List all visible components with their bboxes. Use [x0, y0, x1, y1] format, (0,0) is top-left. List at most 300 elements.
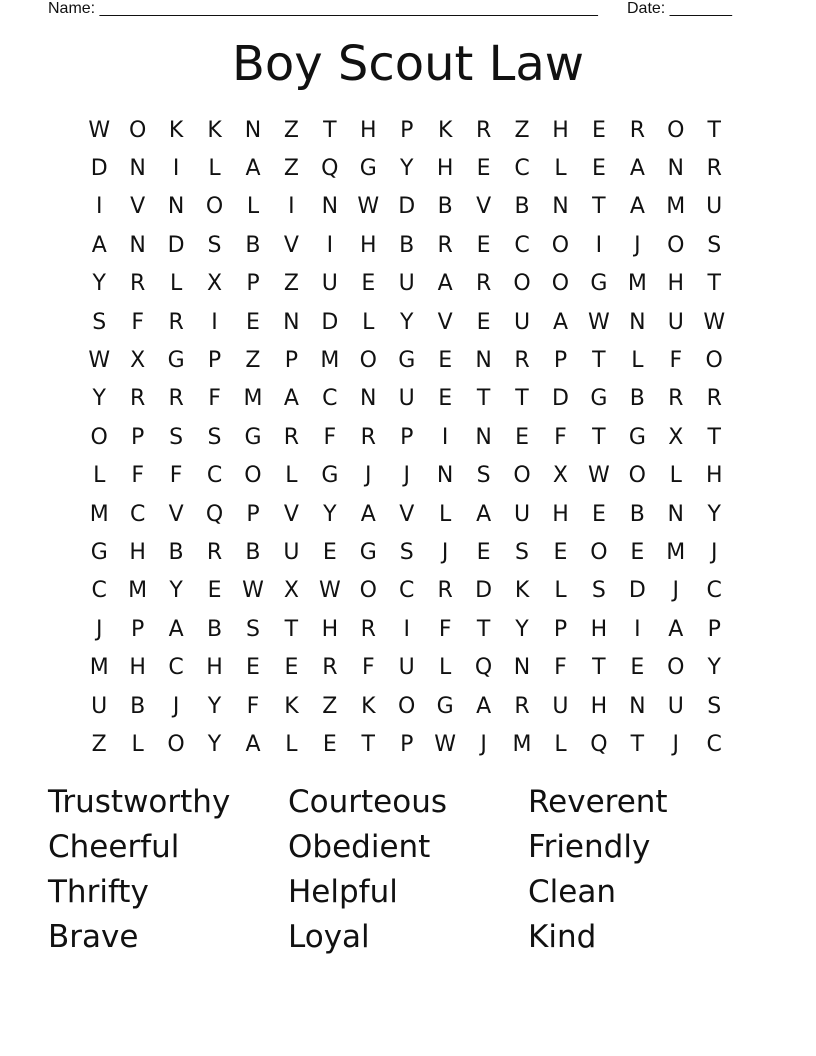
grid-letter: Q	[474, 655, 493, 681]
grid-letter: G	[436, 693, 454, 719]
grid-letter: M	[128, 578, 148, 604]
grid-letter: I	[172, 156, 180, 182]
grid-letter: F	[169, 463, 183, 489]
grid-letter: G	[590, 271, 608, 297]
grid-letter: B	[245, 539, 261, 565]
grid-letter: L	[285, 463, 298, 489]
grid-letter: E	[630, 539, 645, 565]
grid-letter: H	[552, 117, 569, 143]
grid-letter: T	[592, 194, 606, 220]
grid-letter: Y	[707, 655, 721, 681]
grid-letter: L	[554, 731, 567, 757]
grid-letter: U	[283, 539, 300, 565]
grid-letter: U	[667, 309, 684, 335]
grid-letter: E	[476, 309, 491, 335]
grid-letter: G	[359, 156, 377, 182]
grid-letter: H	[360, 232, 377, 258]
grid-letter: P	[207, 348, 222, 374]
grid-letter: K	[437, 117, 453, 143]
grid-letter: B	[130, 693, 146, 719]
grid-letter: G	[628, 424, 646, 450]
grid-letter: A	[245, 156, 261, 182]
grid-letter: I	[326, 232, 334, 258]
grid-letter: D	[167, 232, 185, 258]
grid-letter: R	[360, 616, 376, 642]
grid-letter: A	[245, 731, 261, 757]
grid-letter: S	[707, 232, 722, 258]
word-bank-item: Trustworthy	[48, 784, 231, 820]
grid-letter: E	[322, 539, 337, 565]
grid-letter: C	[168, 655, 184, 681]
grid-letter: K	[207, 117, 222, 143]
grid-letter: R	[206, 539, 223, 565]
grid-letter: E	[476, 539, 491, 565]
grid-letter: E	[361, 271, 376, 297]
grid-letter: D	[551, 386, 569, 412]
grid-letter: R	[168, 309, 184, 335]
grid-letter: Y	[92, 271, 106, 297]
grid-letter: D	[321, 309, 339, 335]
grid-letter: A	[437, 271, 453, 297]
grid-letter: R	[514, 693, 530, 719]
grid-letter: H	[129, 539, 146, 565]
grid-letter: U	[552, 693, 569, 719]
grid-letter: U	[398, 655, 415, 681]
grid-letter: T	[592, 655, 606, 681]
grid-letter: B	[245, 232, 261, 258]
grid-letter: J	[710, 539, 718, 565]
grid-letter: X	[206, 271, 223, 297]
grid-letter: J	[634, 232, 641, 258]
grid-letter: C	[514, 156, 530, 182]
grid-letter: B	[629, 386, 645, 412]
grid-letter: E	[322, 731, 337, 757]
grid-letter: L	[554, 156, 567, 182]
grid-letter: Z	[245, 348, 261, 374]
grid-letter: N	[475, 348, 492, 374]
grid-letter: R	[437, 578, 453, 604]
grid-letter: R	[629, 117, 645, 143]
grid-letter: P	[284, 348, 299, 374]
grid-letter: N	[321, 194, 339, 220]
grid-letter: L	[285, 731, 298, 757]
grid-letter: V	[168, 501, 184, 527]
grid-letter: E	[591, 501, 606, 527]
grid-letter: S	[169, 424, 184, 450]
grid-letter: X	[283, 578, 299, 604]
grid-letter: K	[284, 693, 299, 719]
grid-letter: E	[591, 156, 606, 182]
grid-letter: H	[360, 117, 377, 143]
grid-letter: Y	[707, 501, 721, 527]
grid-letter: F	[669, 348, 683, 374]
grid-letter: S	[399, 539, 414, 565]
grid-letter: K	[361, 693, 376, 719]
grid-letter: F	[438, 616, 452, 642]
grid-letter: Q	[321, 156, 339, 182]
grid-letter: O	[244, 463, 262, 489]
grid-letter: P	[400, 424, 414, 450]
grid-letter: I	[211, 309, 218, 335]
worksheet-header	[48, 0, 748, 20]
grid-letter: W	[357, 194, 380, 220]
grid-letter: F	[131, 309, 144, 335]
grid-letter: R	[360, 424, 376, 450]
grid-letter: M	[627, 271, 647, 297]
grid-letter: J	[441, 539, 449, 565]
grid-letter: B	[168, 539, 184, 565]
grid-letter: F	[246, 693, 260, 719]
grid-letter: E	[284, 655, 299, 681]
grid-letter: U	[398, 386, 415, 412]
grid-letter: T	[707, 117, 721, 143]
grid-letter: H	[436, 156, 454, 182]
grid-letter: L	[246, 194, 260, 220]
grid-letter: R	[130, 386, 146, 412]
grid-letter: E	[438, 386, 453, 412]
grid-letter: H	[129, 655, 146, 681]
grid-letter: T	[592, 424, 606, 450]
grid-letter: P	[131, 616, 145, 642]
grid-letter: R	[475, 117, 492, 143]
grid-letter: C	[322, 386, 338, 412]
grid-letter: E	[476, 232, 491, 258]
grid-letter: N	[283, 309, 300, 335]
grid-letter: R	[322, 655, 338, 681]
word-bank-item: Cheerful	[48, 829, 180, 865]
grid-letter: B	[437, 194, 453, 220]
grid-letter: P	[400, 731, 414, 757]
grid-letter: J	[672, 731, 680, 757]
grid-letter: Y	[207, 731, 222, 757]
grid-letter: N	[244, 117, 262, 143]
date-field: Date: _______	[627, 0, 732, 17]
grid-letter: I	[95, 194, 103, 220]
name-field: Name: ________________________________________________________	[48, 0, 598, 17]
grid-letter: X	[130, 348, 146, 374]
grid-letter: E	[246, 655, 260, 681]
grid-letter: G	[244, 424, 262, 450]
grid-letter: C	[514, 232, 530, 258]
grid-letter: W	[242, 578, 264, 604]
grid-letter: T	[361, 731, 375, 757]
grid-letter: X	[552, 463, 568, 489]
grid-letter: E	[553, 539, 568, 565]
grid-letter: N	[552, 194, 569, 220]
word-bank-item: Friendly	[528, 829, 651, 865]
grid-letter: T	[707, 424, 721, 450]
word-bank-item: Clean	[528, 874, 616, 910]
grid-letter: Z	[322, 693, 338, 719]
grid-letter: R	[706, 156, 722, 182]
grid-letter: A	[476, 693, 492, 719]
grid-letter: R	[514, 348, 530, 374]
grid-letter: F	[131, 463, 144, 489]
grid-letter: K	[168, 117, 184, 143]
grid-letter: M	[243, 386, 263, 412]
grid-letter: O	[628, 463, 646, 489]
grid-letter: E	[246, 309, 260, 335]
grid-letter: B	[629, 501, 645, 527]
grid-letter: A	[476, 501, 492, 527]
grid-letter: M	[89, 655, 109, 681]
grid-letter: B	[514, 194, 530, 220]
grid-letter: C	[706, 731, 722, 757]
grid-letter: R	[706, 386, 722, 412]
grid-letter: O	[513, 463, 531, 489]
grid-letter: R	[283, 424, 300, 450]
grid-letter: Q	[205, 501, 224, 527]
grid-letter: D	[90, 156, 108, 182]
grid-letter: Y	[399, 309, 414, 335]
grid-letter: P	[707, 616, 721, 642]
grid-letter: N	[629, 693, 646, 719]
grid-letter: E	[630, 655, 645, 681]
grid-letter: S	[207, 424, 222, 450]
grid-letter: W	[318, 578, 341, 604]
grid-letter: A	[283, 386, 299, 412]
grid-letter: T	[476, 386, 491, 412]
grid-letter: Y	[323, 501, 337, 527]
grid-letter: O	[590, 539, 608, 565]
grid-letter: D	[475, 578, 493, 604]
grid-letter: J	[480, 731, 487, 757]
grid-letter: J	[365, 463, 372, 489]
grid-letter: A	[668, 616, 684, 642]
grid-letter: G	[359, 539, 377, 565]
grid-letter: L	[439, 655, 452, 681]
grid-letter: K	[514, 578, 530, 604]
grid-letter: G	[590, 386, 608, 412]
grid-letter: U	[321, 271, 338, 297]
grid-letter: X	[668, 424, 684, 450]
grid-letter: L	[669, 463, 682, 489]
grid-letter: Y	[515, 616, 529, 642]
grid-letter: H	[705, 463, 723, 489]
grid-letter: W	[588, 463, 610, 489]
grid-letter: O	[551, 232, 570, 258]
grid-letter: T	[515, 386, 529, 412]
word-bank-item: Brave	[48, 919, 139, 955]
grid-letter: V	[399, 501, 415, 527]
grid-letter: Y	[207, 693, 222, 719]
grid-letter: A	[360, 501, 376, 527]
grid-letter: J	[672, 578, 680, 604]
grid-letter: T	[323, 117, 337, 143]
grid-letter: P	[246, 271, 260, 297]
grid-letter: S	[245, 616, 260, 642]
grid-letter: M	[320, 348, 340, 374]
grid-letter: M	[512, 731, 532, 757]
grid-letter: L	[439, 501, 452, 527]
grid-letter: H	[590, 693, 608, 719]
word-bank-item: Kind	[528, 919, 597, 955]
grid-letter: S	[515, 539, 530, 565]
word-bank-item: Loyal	[288, 919, 370, 955]
grid-letter: N	[629, 309, 646, 335]
grid-letter: P	[553, 348, 568, 374]
page-title: Boy Scout Law	[231, 36, 585, 92]
word-bank-item: Reverent	[528, 784, 668, 820]
grid-letter: A	[629, 194, 645, 220]
grid-letter: P	[553, 616, 568, 642]
grid-letter: L	[554, 578, 567, 604]
grid-letter: I	[441, 424, 449, 450]
grid-letter: O	[359, 348, 377, 374]
grid-letter: F	[208, 386, 221, 412]
grid-letter: E	[515, 424, 529, 450]
grid-letter: E	[476, 156, 491, 182]
grid-letter: U	[706, 194, 723, 220]
grid-letter: N	[129, 232, 146, 258]
grid-letter: U	[667, 693, 684, 719]
grid-letter: V	[283, 232, 299, 258]
grid-letter: I	[595, 232, 603, 258]
grid-letter: A	[552, 309, 568, 335]
grid-letter: R	[475, 271, 492, 297]
grid-letter: H	[667, 271, 685, 297]
grid-letter: U	[91, 693, 108, 719]
word-bank-item: Courteous	[288, 784, 447, 820]
grid-letter: U	[513, 309, 531, 335]
grid-letter: Z	[283, 156, 299, 182]
grid-letter: G	[321, 463, 339, 489]
grid-letter: A	[91, 232, 107, 258]
word-bank	[48, 780, 768, 960]
grid-letter: B	[206, 616, 223, 642]
grid-letter: L	[362, 309, 375, 335]
grid-letter: O	[128, 117, 147, 143]
grid-letter: O	[205, 194, 224, 220]
grid-letter: N	[360, 386, 377, 412]
grid-letter: A	[629, 156, 645, 182]
grid-letter: N	[475, 424, 492, 450]
grid-letter: I	[634, 616, 641, 642]
grid-letter: Z	[283, 271, 299, 297]
word-bank-item: Thrifty	[48, 874, 149, 910]
grid-letter: W	[88, 348, 111, 374]
grid-letter: O	[398, 693, 416, 719]
grid-letter: D	[398, 194, 416, 220]
grid-letter: N	[513, 655, 531, 681]
grid-letter: C	[399, 578, 415, 604]
grid-letter: I	[403, 616, 410, 642]
grid-letter: O	[167, 731, 185, 757]
grid-letter: M	[89, 501, 109, 527]
grid-letter: W	[434, 731, 457, 757]
grid-letter: L	[93, 463, 106, 489]
grid-letter: H	[321, 616, 339, 642]
grid-letter: O	[359, 578, 377, 604]
grid-letter: N	[167, 194, 185, 220]
grid-letter: Y	[169, 578, 183, 604]
word-bank-item: Obedient	[288, 829, 431, 865]
grid-letter: C	[706, 578, 722, 604]
grid-letter: T	[476, 616, 491, 642]
grid-letter: Z	[91, 731, 107, 757]
grid-letter: O	[667, 232, 685, 258]
grid-letter: V	[437, 309, 453, 335]
grid-letter: V	[283, 501, 299, 527]
grid-letter: T	[630, 731, 645, 757]
grid-letter: Q	[590, 731, 608, 757]
grid-letter: Y	[399, 156, 414, 182]
grid-letter: Z	[283, 117, 299, 143]
grid-letter: O	[667, 117, 685, 143]
grid-letter: C	[91, 578, 107, 604]
grid-letter: V	[130, 194, 146, 220]
grid-letter: U	[398, 271, 415, 297]
grid-letter: S	[92, 309, 107, 335]
grid-letter: B	[399, 232, 415, 258]
grid-letter: N	[667, 501, 685, 527]
grid-letter: T	[592, 348, 606, 374]
grid-letter: S	[207, 232, 222, 258]
grid-letter: C	[206, 463, 223, 489]
grid-letter: C	[129, 501, 146, 527]
grid-letter: H	[206, 655, 223, 681]
grid-letter: L	[169, 271, 183, 297]
grid-letter: N	[667, 156, 685, 182]
grid-letter: L	[131, 731, 144, 757]
grid-letter: S	[476, 463, 491, 489]
grid-letter: O	[513, 271, 531, 297]
grid-letter: E	[438, 348, 453, 374]
grid-letter: M	[666, 194, 686, 220]
grid-letter: Y	[92, 386, 106, 412]
grid-letter: P	[131, 424, 145, 450]
grid-letter: R	[168, 386, 184, 412]
grid-letter: F	[554, 424, 567, 450]
grid-letter: J	[172, 693, 180, 719]
grid-letter: D	[628, 578, 646, 604]
grid-letter: O	[90, 424, 108, 450]
grid-letter: R	[130, 271, 146, 297]
grid-letter: F	[323, 424, 337, 450]
grid-letter: A	[168, 616, 184, 642]
grid-letter: E	[207, 578, 222, 604]
grid-letter: V	[476, 194, 492, 220]
grid-letter: W	[588, 309, 610, 335]
grid-letter: S	[591, 578, 606, 604]
grid-letter: E	[591, 117, 606, 143]
grid-letter: F	[361, 655, 375, 681]
grid-letter: R	[437, 232, 453, 258]
grid-letter: H	[552, 501, 569, 527]
grid-letter: I	[288, 194, 295, 220]
grid-letter: W	[703, 309, 726, 335]
grid-letter: Z	[514, 117, 530, 143]
grid-letter: O	[667, 655, 685, 681]
grid-letter: O	[705, 348, 723, 374]
grid-letter: T	[707, 271, 721, 297]
grid-letter: S	[707, 693, 722, 719]
grid-letter: N	[129, 156, 146, 182]
grid-letter: L	[208, 156, 221, 182]
grid-letter: H	[590, 616, 608, 642]
word-bank-item: Helpful	[288, 874, 398, 910]
grid-letter: M	[666, 539, 686, 565]
grid-letter: N	[436, 463, 454, 489]
grid-letter: J	[403, 463, 410, 489]
letter-grid	[80, 111, 734, 764]
grid-letter: P	[246, 501, 260, 527]
grid-letter: J	[95, 616, 103, 642]
grid-letter: G	[90, 539, 108, 565]
grid-letter: W	[88, 117, 111, 143]
grid-letter: R	[668, 386, 684, 412]
grid-letter: G	[167, 348, 185, 374]
